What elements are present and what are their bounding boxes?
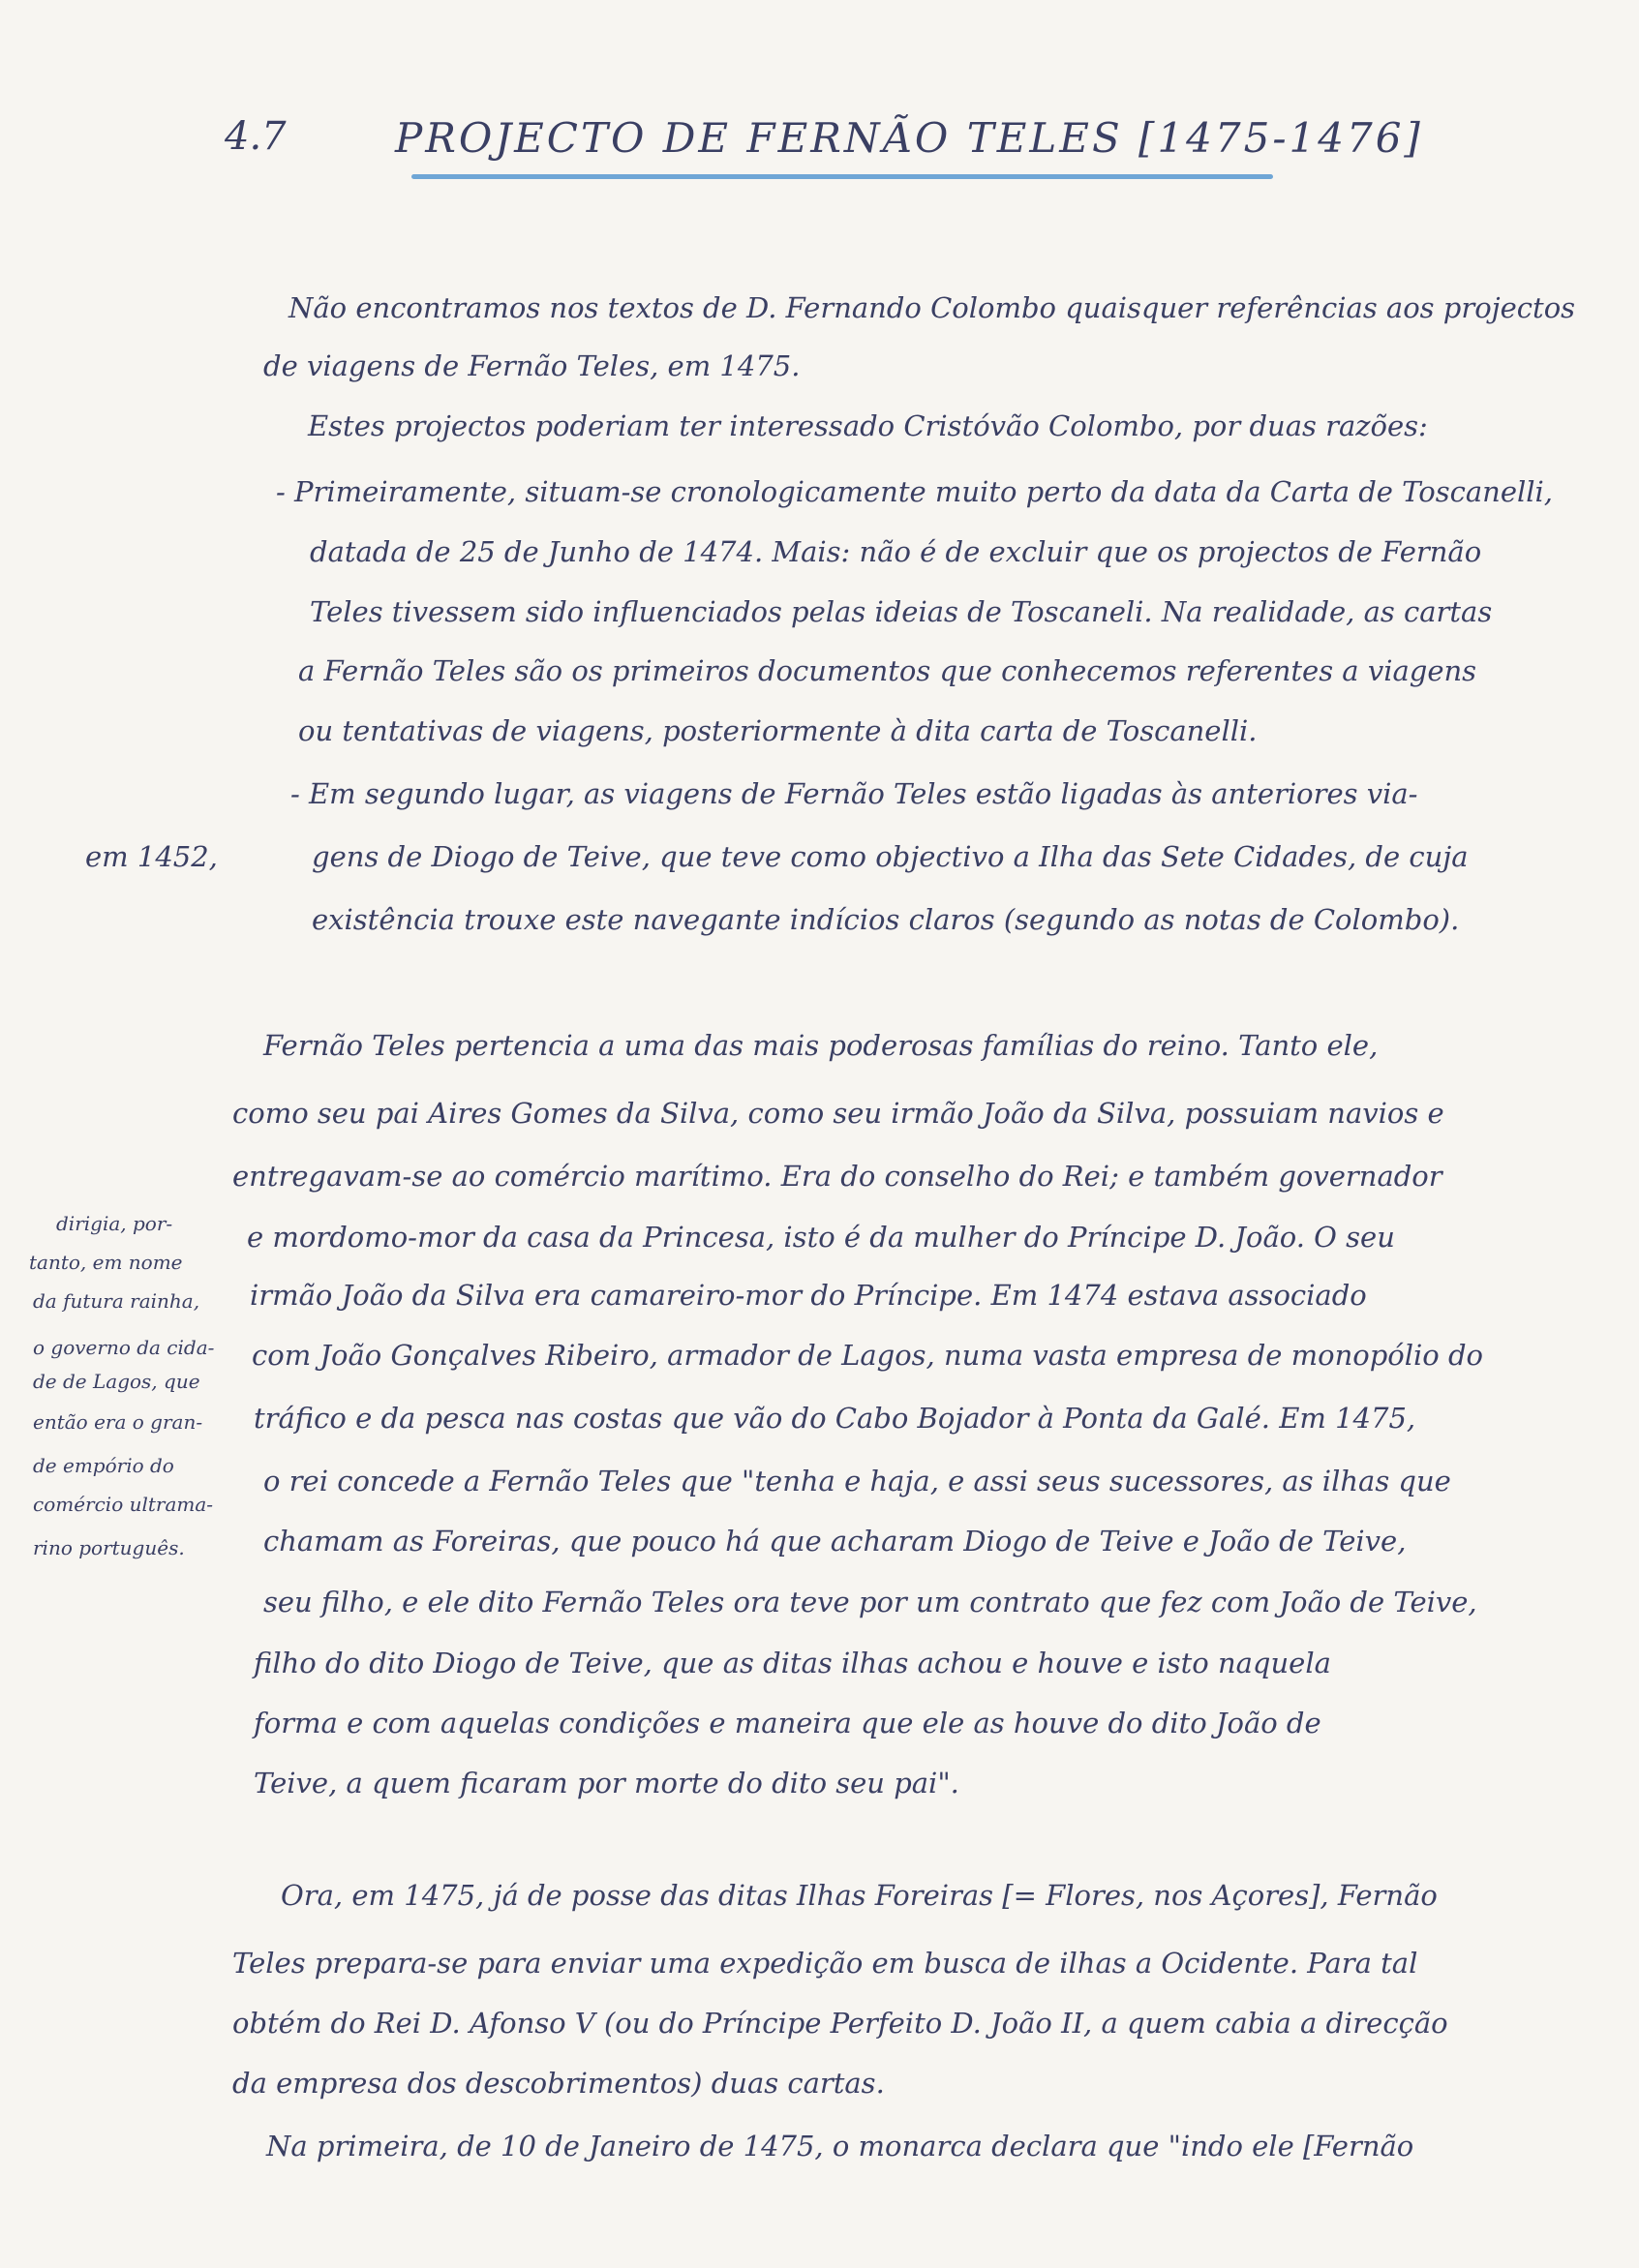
text-line: Ora, em 1475, já de posse das ditas Ilhas Foreiras [= Flores, nos Açores], Fernão (281, 1879, 1438, 1912)
text-line: o rei concede a Fernão Teles que "tenha e haja, e assi seus sucessores, as ilhas que (263, 1465, 1451, 1497)
margin-note: dirigia, por- (56, 1212, 173, 1235)
text-line: Na primeira, de 10 de Janeiro de 1475, o monarca declara que "indo ele [Fernão (266, 2130, 1414, 2162)
text-line: chamam as Foreiras, que pouco há que acharam Diogo de Teive e João de Teive, (263, 1525, 1407, 1557)
margin-note: de de Lagos, que (33, 1370, 200, 1393)
text-line: de viagens de Fernão Teles, em 1475. (263, 349, 801, 382)
text-line: da empresa dos descobrimentos) duas cartas. (232, 2067, 885, 2100)
margin-note: o governo da cida- (33, 1336, 215, 1359)
text-line: a Fernão Teles são os primeiros documentos que conhecemos referentes a viagens (298, 654, 1477, 687)
text-line: Teles prepara-se para enviar uma expedição em busca de ilhas a Ocidente. Para tal (232, 1947, 1418, 1980)
text-line: existência trouxe este navegante indícios claros (segundo as notas de Colombo). (312, 903, 1460, 936)
text-line: Não encontramos nos textos de D. Fernando Colombo quaisquer referências aos projectos (288, 291, 1576, 324)
text-line: Teive, a quem ficaram por morte do dito seu pai". (254, 1767, 959, 1799)
text-line: forma e com aquelas condições e maneira que ele as houve do dito João de (254, 1707, 1321, 1739)
title-underline (411, 174, 1273, 179)
text-line: tráfico e da pesca nas costas que vão do Cabo Bojador à Ponta da Galé. Em 1475, (254, 1402, 1416, 1435)
text-line: com João Gonçalves Ribeiro, armador de Lagos, numa vasta empresa de monopólio do (252, 1339, 1484, 1372)
text-line: - Primeiramente, situam-se cronologicamente muito perto da data da Carta de Toscanelli, (276, 475, 1554, 508)
text-line: seu filho, e ele dito Fernão Teles ora teve por um contrato que fez com João de Teive, (263, 1586, 1477, 1618)
text-line: Teles tivessem sido influenciados pelas ideias de Toscaneli. Na realidade, as cartas (310, 595, 1493, 628)
text-line: Estes projectos poderiam ter interessado Cristóvão Colombo, por duas razões: (308, 409, 1428, 442)
text-line: ou tentativas de viagens, posteriormente à dita carta de Toscanelli. (298, 714, 1258, 747)
text-line: Fernão Teles pertencia a uma das mais poderosas famílias do reino. Tanto ele, (263, 1029, 1379, 1062)
margin-note: comércio ultrama- (33, 1493, 214, 1516)
margin-note: em 1452, (85, 840, 218, 873)
margin-note: rino português. (33, 1536, 185, 1559)
text-line: irmão João da Silva era camareiro-mor do Príncipe. Em 1474 estava associado (250, 1279, 1367, 1312)
margin-note: tanto, em nome (29, 1251, 183, 1274)
text-line: gens de Diogo de Teive, que teve como objectivo a Ilha das Sete Cidades, de cuja (312, 840, 1469, 873)
text-line: como seu pai Aires Gomes da Silva, como seu irmão João da Silva, possuiam navios e (232, 1097, 1444, 1130)
page-title: PROJECTO DE FERNÃO TELES [1475-1476] (395, 114, 1423, 162)
text-line: e mordomo-mor da casa da Princesa, isto é da mulher do Príncipe D. João. O seu (247, 1221, 1395, 1254)
text-line: - Em segundo lugar, as viagens de Fernão Teles estão ligadas às anteriores via- (290, 777, 1418, 810)
margin-note: então era o gran- (33, 1410, 203, 1434)
margin-note: de empório do (33, 1454, 174, 1477)
text-line: filho do dito Diogo de Teive, que as ditas ilhas achou e houve e isto naquela (254, 1647, 1331, 1679)
text-line: obtém do Rei D. Afonso V (ou do Príncipe Perfeito D. João II, a quem cabia a direcção (232, 2007, 1448, 2040)
margin-note: da futura rainha, (33, 1289, 200, 1313)
section-number: 4.7 (225, 114, 287, 159)
text-line: datada de 25 de Junho de 1474. Mais: não é de excluir que os projectos de Fernão (310, 535, 1482, 568)
text-line: entregavam-se ao comércio marítimo. Era do conselho do Rei; e também governador (232, 1160, 1442, 1193)
